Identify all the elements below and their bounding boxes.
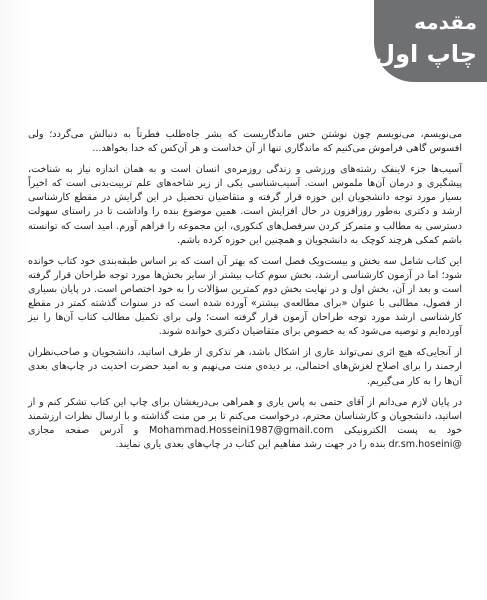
- section-tab: [374, 0, 487, 82]
- paragraph-injuries: آسیب‌ها جزء لاینفک رشته‌های ورزشی و زندگی روزمره‌ی انسان است و به همان اندازه نیاز به شناخت، پیشگیری و درمان آن‌ها ملموس است. آسیب‌شناسی یکی از زیر شاخه‌های علم تربیت‌بدنی است که اخیراً بسیار مورد توجه دانشجویان این حوزه قرار گرفته و متقاضیان تحصیل در این گرایش در مقطع کارشناسی ارشد و دکتری به‌طور روزافزون در حال افزایش است. همین موضوع بنده را واداشت تا در راستای سهولت دسترسی به مطالب و متمرکز کردن سرفصل‌های کنکوری، این مجموعه را فراهم آورم. امید است که توانسته باشم کمکی هرچند کوچک به دانشجویان و همچنین این حوزه کرده باشم.: [28, 164, 462, 246]
- preface-body: [28, 128, 462, 455]
- section-title-line2: چاپ اول: [374, 40, 477, 68]
- paragraph-intro: می‌نویسم، می‌نویسم چون نوشتن حس ماندگاریست که بشر جاه‌طلب فطرتاً به دنبالش می‌گردد؛ ولی افسوس گاهی فراموش می‌کنیم که ماندگاری تنها از آن خداست و هر آن‌کس که خدا بخواهد...: [28, 129, 462, 155]
- section-title-line1: مقدمه: [414, 10, 477, 34]
- paragraph-feedback: از آنجایی‌که هیچ اثری نمی‌تواند عاری از اشکال باشد، هر تذکری از طرف اساتید، دانشجویان و صاحب‌نظران ارجمند را برای اصلاح لغزش‌های احتمالی، بر دیده‌ی منت می‌نهیم و به امید حضرت احدیت در چاپ‌های بعدی آن‌ها را به کار می‌گیریم.: [28, 347, 462, 387]
- paragraph-book-structure: این کتاب شامل سه بخش و بیست‌ویک فصل است که بهتر آن است که بر اساس طبقه‌بندی خود کتاب خوانده شود؛ اما در آزمون کارشناسی ارشد، بخش سوم کتاب بیشتر از سایر بخش‌ها مورد توجه طراحان قرار گرفته است و بعد از آن، بخش اول و در نهایت بخش دوم کمترین سؤالات را به خود اختصاص است. در پایان بسیاری از فصول، مطالبی با عنوان «برای مطالعه‌ی بیشتر» آورده شده است که در سنوات گذشته کمتر در مقطع کارشناسی ارشد مورد توجه طراحان آزمون قرار گرفته است؛ ولی برای تکمیل مطالب کتاب آن‌ها را نیز آورده‌ایم و توصیه می‌شود که به خصوص برای متقاضیان دکتری خوانده شوند.: [28, 255, 462, 338]
- paragraph-acknowledgement: در پایان لازم می‌دانم از آقای حتمی به پاس یاری و همراهی بی‌دریغشان برای چاپ این کتاب تشکر کنم و از اساتید، دانشجویان و کارشناسان محترم، درخواست می‌کنم تا بر من منت گذاشته و با ارسال نظرات ارزشمند خود به پست الکترونیکی Mohammad.Hosseini1987@gmail.com و آدرس صفحه مجازی @dr.sm.hoseini بنده را در جهت رشد مفاهیم این کتاب در چاپ‌های بعدی یاری نمایند.: [28, 396, 462, 450]
